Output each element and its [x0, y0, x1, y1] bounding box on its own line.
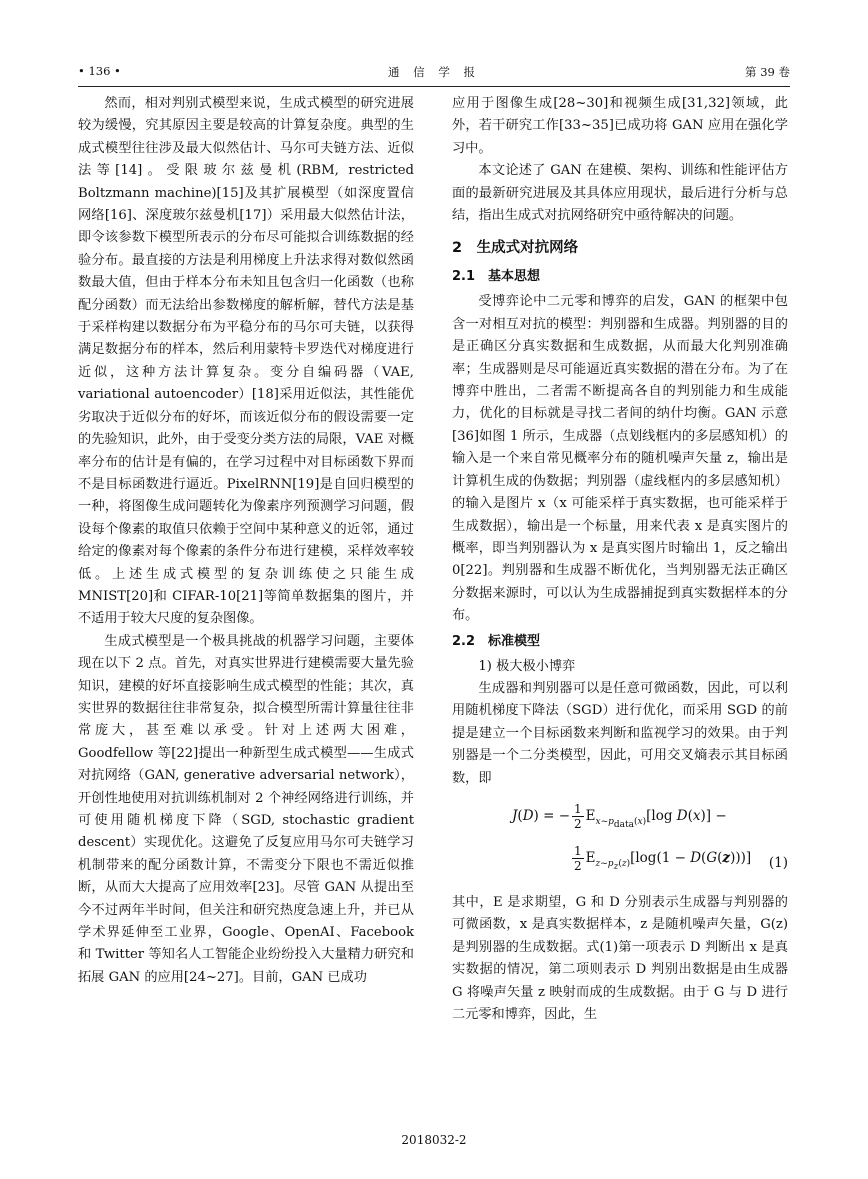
subsection-heading: 2.2 标准模型: [452, 633, 541, 649]
right-column: [452, 93, 788, 1026]
paragraph: 生成器和判别器可以是任意可微函数，因此，可以利用随机梯度下降法（SGD）进行优化，而采用 SGD 的前提是建立一个目标函数来判断和监视学习的效果。由于判别器是一个二分类模型，因此，可用交叉熵表示其目标函数，即: [452, 680, 788, 786]
volume-label: 第 39 卷: [745, 65, 790, 79]
equation-number: (1): [768, 854, 788, 871]
running-header: [78, 64, 790, 84]
list-item: 1) 极大极小博弈: [478, 658, 576, 674]
paragraph: 应用于图像生成[28~30]和视频生成[31,32]领域，此外，若干研究工作[33~35]已成功将 GAN 应用在强化学习中。: [452, 96, 788, 156]
equation-1: [452, 798, 788, 886]
paragraph: 受博弈论中二元零和博弈的启发，GAN 的框架中包含一对相互对抗的模型：判别器和生成器。判别器的目的是正确区分真实数据和生成数据，从而最大化判别准确率；生成器则是尽可能逼近真实数据的潜在分布。为了在博弈中胜出，二者需不断提高各自的判别能力和生成能力，优化的目标就是寻找二者间的纳什均衡。GAN 示意[36]如图 1 所示，生成器（点划线框内的多层感知机）的输入是一个来自常见概率分布的随机噪声矢量 z，输出是计算机生成的伪数据；判别器（虚线框内的多层感知机）的输入是图片 x（x 可能采样于真实数据，也可能采样于生成数据），输出是一个标量，用来代表 x 是真实图片的概率，即当判别器认为 x 是真实图片时输出 1，反之输出 0[22]。判别器和生成器不断优化，当判别器无法正确区分数据来源时，可以认为生成器捕捉到真实数据样本的分布。: [452, 294, 788, 624]
page-footer: 2018032-2: [401, 1133, 467, 1147]
paragraph: 本文论述了 GAN 在建模、架构、训练和性能评估方面的最新研究进展及其具体应用现状，最后进行分析与总结，指出生成式对抗网络研究中亟待解决的问题。: [452, 163, 788, 224]
header-rule: [78, 86, 790, 87]
paragraph: 生成式模型是一个极具挑战的机器学习问题，主要体现在以下 2 点。首先，对真实世界进行建模需要大量先验知识，建模的好坏直接影响生成式模型的性能；其次，真实世界的数据往往非常复杂，拟合模型所需计算量往往非常庞大，甚至难以承受。针对上述两大困难，Goodfellow 等[22]提出一种新型生成式模型——生成式对抗网络（GAN, generative adversarial network），开创性地使用对抗训练机制对 2 个神经网络进行训练，并可使用随机梯度下降（SGD, stochastic gradient descent）实现优化。这避免了反复应用马尔可夫链学习机制带来的配分函数计算，不需变分下限也不需近似推断，从而大大提高了应用效率[23]。尽管 GAN 从提出至今不过两年半时间，但关注和研究热度急速上升，并已从学术界延伸至工业界，Google、OpenAI、Facebook 和 Twitter 等知名人工智能企业纷纷投入大量精力研究和拓展 GAN 的应用[24~27]。目前，GAN 已成功: [78, 633, 414, 985]
equation-line-2: $\frac{1}{2}$ $E_{z\sim p_z(z)}[\log(1 - D(G(z)))]$: [574, 843, 752, 873]
equation-line-1: J(D) = − $\frac{1}{2}$ $E_{x\sim p_{data}(x)}[\log$ D(x)] −: [512, 801, 727, 831]
paragraph: 然而，相对判别式模型来说，生成式模型的研究进展较为缓慢，究其原因主要是较高的计算复杂度。典型的生成式模型往往涉及最大似然估计、马尔可夫链方法、近似法等[14]。受限玻尔兹曼机(RBM, restricted Boltzmann machine)[15]及其扩展模型（如深度置信网络[16]、深度玻尔兹曼机[17]）采用最大似然估计法，即令该参数下模型所表示的分布尽可能拟合训练数据的经验分布。最直接的方法是利用梯度上升法求得对数似然函数最大值，但由于样本分布未知且包含归一化函数（也称配分函数）而无法给出参数梯度的解析解，替代方法是基于采样构建以数据分布为平稳分布的马尔可夫链，以获得满足数据分布的样本，然后利用蒙特卡罗迭代对梯度进行近似，这种方法计算复杂。变分自编码器（VAE, variational autoencoder）[18]采用近似法，其性能优劣取决于近似分布的好坏，而该近似分布的假设需要一定的先验知识，此外，由于受变分类方法的局限，VAE 对概率分布的估计是有偏的，在学习过程中对目标函数下界而不是目标函数进行逼近。PixelRNN[19]是自回归模型的一种，将图像生成问题转化为像素序列预测学习问题，假设每个像素的取值只依赖于空间中某种意义的近邻，通过给定的像素对每个像素的条件分布进行建模，采样效率较低。上述生成式模型的复杂训练使之只能生成 MNIST[20]和 CIFAR-10[21]等简单数据集的图片，并不适用于较大尺度的复杂图像。: [78, 96, 414, 627]
page-number: • 136 •: [78, 64, 121, 78]
section-heading: 2 生成式对抗网络: [452, 240, 579, 257]
paragraph: 其中，E 是求期望，G 和 D 分别表示生成器与判别器的可微函数，x 是真实数据样本，z 是随机噪声矢量，G(z)是判别器的生成数据。式(1)第一项表示 D 判断出 x 是真实数据的情况，第二项则表示 D 判别出数据是由生成器 G 将噪声矢量 z 映射而成的生成数据。由于 G 与 D 进行二元零和博弈，因此，生: [452, 894, 788, 1022]
journal-name: 通 信 学 报: [388, 65, 480, 79]
subsection-heading: 2.1 基本思想: [452, 269, 541, 285]
left-column: [78, 93, 414, 989]
